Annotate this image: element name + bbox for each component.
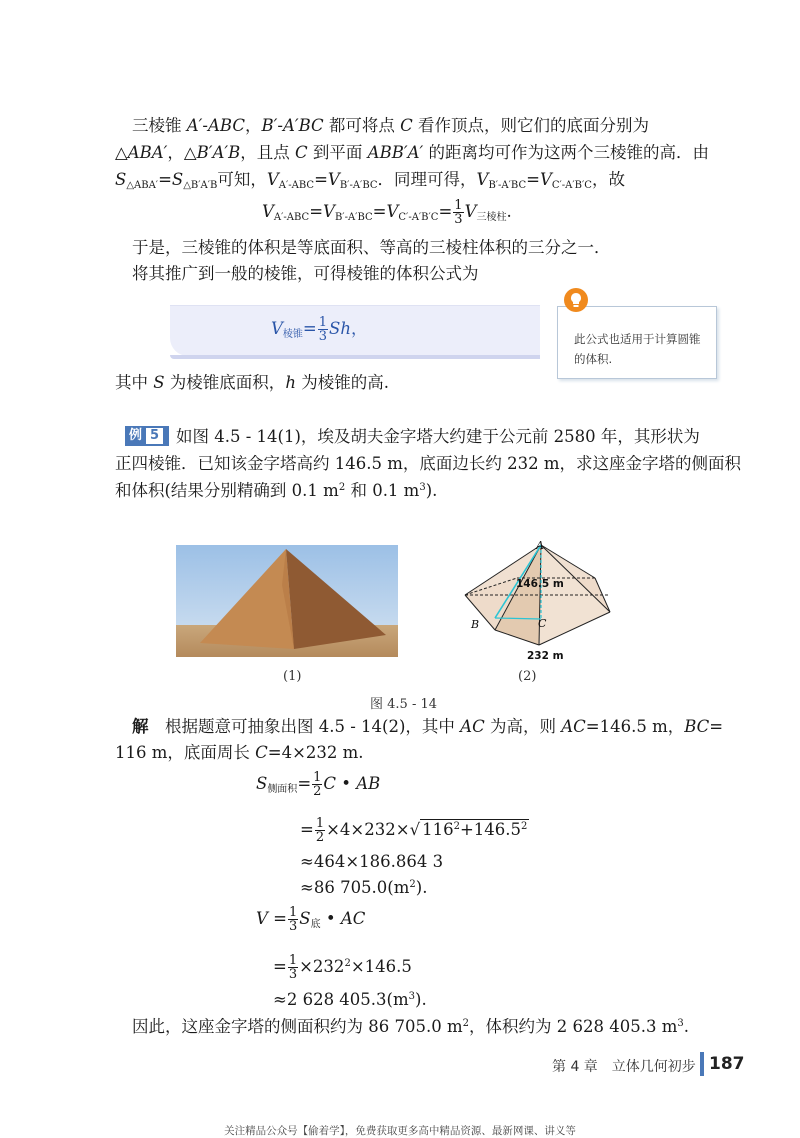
text: = — [372, 202, 387, 221]
para4 — [115, 375, 389, 392]
text: ×4×232× — [326, 820, 410, 839]
example-badge — [125, 426, 169, 446]
superscript: 3 — [677, 1018, 684, 1029]
subscript: A′-ABC — [273, 212, 310, 223]
footer-divider — [700, 1052, 704, 1076]
math: V — [271, 319, 283, 338]
example-line2: 正四棱锥．已知该金字塔高约 146.5 m，底面边长约 232 m，求这座金字塔的侧面积 — [115, 454, 742, 473]
text: ≈2 628 405.3(m — [273, 990, 409, 1009]
text: 看作顶点，则它们的底面分别为 — [412, 116, 650, 135]
math: V — [386, 202, 399, 221]
math: B′A′B — [196, 143, 241, 162]
text: ). — [415, 878, 428, 897]
subscript: C′-A′B′C — [398, 212, 439, 223]
text: ，△ — [167, 143, 197, 162]
conclusion — [132, 1019, 689, 1036]
math: V — [256, 909, 268, 928]
side-note — [557, 306, 717, 379]
subscript: 三棱柱 — [476, 212, 507, 223]
figure-caption-2: (2) — [518, 669, 537, 684]
promo-footer: 关注精品公众号【偷着学】，免费获取更多高中精品资源、最新网课、讲义等 — [224, 1125, 576, 1137]
text: 其中 — [115, 373, 154, 392]
math: AC — [460, 717, 485, 736]
side-note-text: 此公式也适用于计算圆锥的体积. — [574, 332, 701, 366]
subscript: B′-A′BC — [339, 180, 378, 191]
math: Sh — [329, 319, 351, 338]
math: V — [476, 170, 489, 189]
text: 的距离均可作为这两个三棱锥的高．由 — [423, 143, 709, 162]
calc-row3: ≈464×186.864 3 — [300, 852, 444, 871]
denominator: 2 — [313, 784, 322, 799]
text: ，且点 — [240, 143, 296, 162]
math: S — [153, 373, 165, 392]
subscript: △B′A′B — [183, 180, 218, 191]
text: ×146.5 — [350, 957, 412, 976]
text: ，故 — [591, 170, 625, 189]
text: = — [309, 202, 324, 221]
text: - — [277, 116, 283, 135]
calc-row1 — [256, 767, 380, 807]
subscript: A′-ABC — [278, 180, 315, 191]
calc-row7 — [273, 992, 427, 1009]
badge-label: 例 — [129, 428, 143, 443]
math: V — [262, 202, 274, 221]
text: = — [709, 717, 724, 736]
denominator: 3 — [318, 329, 328, 344]
text: = — [314, 170, 328, 189]
subscript: 棱锥 — [282, 329, 303, 340]
math: A′BC — [282, 116, 324, 135]
text: 三棱锥 — [132, 116, 187, 135]
superscript: 2 — [453, 821, 460, 832]
text: 可知， — [217, 170, 267, 189]
pyramid-photo — [176, 545, 398, 657]
text: 和 0.1 m — [345, 481, 420, 500]
text: ，体积约为 2 628 405.3 m — [469, 1017, 678, 1036]
subscript: B′-A′BC — [488, 180, 527, 191]
numerator: 1 — [313, 770, 322, 785]
subscript: △ABA′ — [126, 180, 159, 191]
denominator: 3 — [454, 212, 463, 227]
label-a: A — [536, 539, 544, 552]
superscript: 3 — [419, 482, 426, 493]
subscript: B′-A′BC — [334, 212, 373, 223]
math: C • AB — [323, 774, 381, 793]
text: - — [202, 116, 208, 135]
solution-head: 解 — [132, 717, 149, 736]
text: 为高，则 — [484, 717, 562, 736]
math: C — [400, 116, 413, 135]
text: = — [302, 319, 317, 338]
text: 根据题意可抽象出图 4.5 - 14(2)，其中 — [165, 717, 461, 736]
text: ). — [425, 481, 438, 500]
text: = — [438, 202, 453, 221]
text: 都可将点 — [323, 116, 401, 135]
text: . — [683, 1017, 689, 1036]
chapter-label: 第 4 章 立体几何初步 — [552, 1059, 696, 1075]
label-height: 146.5 m — [516, 578, 564, 590]
superscript: 2 — [521, 821, 528, 832]
math: S — [171, 170, 184, 189]
denominator: 3 — [289, 919, 298, 934]
math: V — [539, 170, 552, 189]
math: ABB′A′ — [367, 143, 424, 162]
text: = — [297, 774, 312, 793]
label-c: C — [538, 617, 547, 630]
math: C — [255, 743, 268, 762]
text: 因此，这座金字塔的侧面积约为 86 705.0 m — [132, 1017, 463, 1036]
text: = — [273, 957, 287, 976]
para1-line2 — [115, 145, 709, 162]
numerator: 1 — [454, 198, 463, 213]
fraction — [315, 817, 325, 844]
label-base: 232 m — [527, 650, 564, 660]
math: V — [323, 202, 335, 221]
calc-row5 — [256, 902, 365, 942]
equation-volume-equal — [262, 197, 512, 233]
para3: 将其推广到一般的棱锥，可得棱锥的体积公式为 — [132, 264, 479, 283]
math: AC — [561, 717, 586, 736]
numerator: 1 — [289, 905, 298, 920]
text: = — [158, 170, 172, 189]
fraction — [288, 906, 298, 933]
subscript: 底 — [310, 919, 321, 930]
sqrt-sign: √ — [409, 820, 421, 839]
text: = — [526, 170, 540, 189]
text: 和体积(结果分别精确到 0.1 m — [115, 481, 339, 500]
pyramid-diagram — [455, 535, 625, 660]
math: ABC — [208, 116, 245, 135]
text: 116 — [422, 820, 454, 839]
superscript: 2 — [409, 879, 416, 890]
math: V — [266, 170, 279, 189]
text: . — [506, 202, 512, 221]
text: ≈86 705.0(m — [300, 878, 410, 897]
math: C — [295, 143, 308, 162]
para1-line1 — [132, 118, 649, 135]
solution-line1 — [132, 719, 723, 736]
text: =146.5 m， — [585, 717, 685, 736]
text: △ — [115, 143, 128, 162]
math: B′ — [261, 116, 278, 135]
text: ). — [415, 990, 427, 1009]
superscript: 3 — [408, 991, 416, 1002]
para1-line3 — [115, 172, 625, 191]
text: =4×232 m. — [267, 743, 364, 762]
fraction — [288, 954, 298, 981]
page-number: 187 — [709, 1054, 745, 1074]
numerator: 1 — [315, 816, 325, 831]
fraction — [312, 771, 322, 798]
subscript: C′-A′B′C — [551, 180, 592, 191]
text: ， — [350, 319, 368, 338]
denominator: 3 — [288, 967, 298, 982]
math: V — [327, 170, 340, 189]
text: = — [273, 909, 287, 928]
numerator: 1 — [318, 315, 328, 330]
calc-row4 — [300, 880, 427, 897]
figure-title: 图 4.5 - 14 — [370, 697, 438, 712]
text: = — [300, 820, 314, 839]
text: 为棱锥的高. — [295, 373, 389, 392]
text: 到平面 — [307, 143, 368, 162]
superscript: 2 — [344, 958, 351, 969]
math: V — [464, 202, 477, 221]
math: A′ — [186, 116, 203, 135]
lightbulb-icon — [563, 287, 589, 313]
text: ， — [244, 116, 262, 135]
math: h — [285, 373, 296, 392]
figure-caption-1: (1) — [283, 669, 302, 684]
example-line3 — [115, 483, 437, 500]
math: S — [256, 774, 268, 793]
math: S — [115, 170, 127, 189]
solution-line2 — [115, 745, 364, 762]
sqrt-radicand — [420, 819, 529, 839]
superscript: 2 — [462, 1018, 469, 1029]
math: BC — [684, 717, 710, 736]
text: ×232 — [299, 957, 345, 976]
pyramid-volume-formula — [271, 311, 367, 353]
example-line1: 如图 4.5 - 14(1)，埃及胡夫金字塔大约建于公元前 2580 年，其形状为 — [176, 427, 700, 446]
text: ．同理可得， — [377, 170, 477, 189]
fraction — [453, 199, 463, 226]
text: +146.5 — [459, 820, 522, 839]
math: ABA′ — [127, 143, 168, 162]
text: 116 m，底面周长 — [115, 743, 256, 762]
label-b: B — [471, 618, 480, 631]
subscript: 侧面积 — [267, 784, 298, 795]
calc-row2 — [300, 810, 529, 847]
fraction — [318, 316, 328, 343]
superscript: 2 — [338, 482, 346, 493]
text: 为棱锥底面积， — [164, 373, 286, 392]
math: • AC — [320, 909, 366, 928]
para2: 于是，三棱锥的体积是等底面积、等高的三棱柱体积的三分之一． — [132, 238, 611, 257]
numerator: 1 — [288, 953, 298, 968]
denominator: 2 — [315, 830, 325, 845]
math: S — [299, 909, 311, 928]
calc-row6 — [273, 947, 412, 984]
badge-number: 5 — [146, 428, 163, 444]
